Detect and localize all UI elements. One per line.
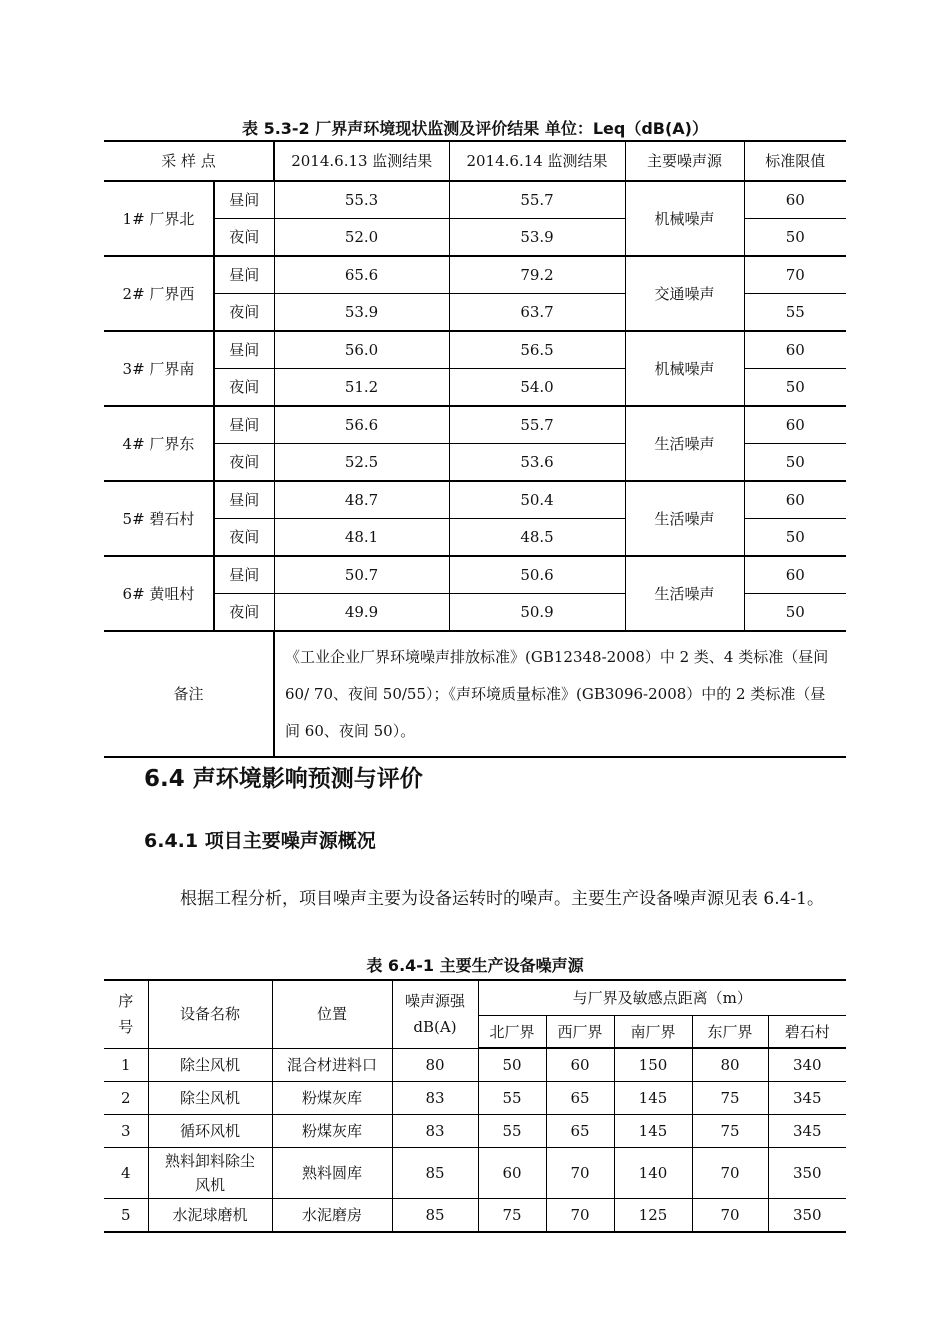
header-bishi-village: 碧石村 [768,1016,846,1049]
result-0613-cell: 51.2 [274,369,449,407]
remark-text: 《工业企业厂界环境噪声排放标准》(GB12348-2008）中 2 类、4 类标准（昼间 60/ 70、夜间 50/55）；《声环境质量标准》(GB3096-2008）中的 2 类标准（昼间 60、夜间 50）。 [274,631,846,757]
equipment-row [104,1115,846,1148]
distance-cell: 60 [478,1148,546,1199]
equipment-location: 水泥磨房 [272,1199,392,1233]
distance-cell: 75 [478,1199,546,1233]
header-equipment: 设备名称 [148,980,272,1048]
site-name: 2# 厂界西 [104,256,214,331]
site-name: 1# 厂界北 [104,181,214,256]
result-0613-cell: 50.7 [274,556,449,594]
noise-level: 83 [392,1115,478,1148]
period-cell: 夜间 [214,444,274,482]
monitoring-row [104,256,846,294]
equipment-location: 粉煤灰库 [272,1082,392,1115]
noise-level: 85 [392,1148,478,1199]
result-0614-cell: 63.7 [449,294,625,332]
monitoring-row [104,556,846,594]
result-0613-cell: 56.6 [274,406,449,444]
distance-cell: 345 [768,1082,846,1115]
row-no: 4 [104,1148,148,1199]
equipment-location: 熟料圆库 [272,1148,392,1199]
header-result-0613: 2014.6.13 监测结果 [274,141,449,181]
standard-limit-cell: 50 [744,219,846,257]
remark-row [104,631,846,757]
result-0614-cell: 56.5 [449,331,625,369]
standard-limit-cell: 60 [744,556,846,594]
standard-limit-cell: 60 [744,331,846,369]
equipment-row [104,1199,846,1233]
distance-cell: 350 [768,1199,846,1233]
monitoring-row [104,481,846,519]
distance-cell: 145 [614,1115,692,1148]
distance-cell: 65 [546,1082,614,1115]
equipment-name: 水泥球磨机 [148,1199,272,1233]
distance-cell: 65 [546,1115,614,1148]
period-cell: 昼间 [214,556,274,594]
distance-cell: 55 [478,1115,546,1148]
table2-header-row [104,980,846,1016]
noise-level: 83 [392,1082,478,1115]
distance-cell: 125 [614,1199,692,1233]
distance-cell: 60 [546,1048,614,1082]
monitoring-row [104,406,846,444]
distance-cell: 80 [692,1048,768,1082]
result-0613-cell: 49.9 [274,594,449,632]
period-cell: 昼间 [214,406,274,444]
header-standard-limit: 标准限值 [744,141,846,181]
row-no: 2 [104,1082,148,1115]
monitoring-row [104,331,846,369]
noise-source-cell: 生活噪声 [625,406,744,481]
noise-level: 85 [392,1199,478,1233]
site-name: 4# 厂界东 [104,406,214,481]
noise-source-cell: 机械噪声 [625,331,744,406]
distance-cell: 70 [692,1199,768,1233]
standard-limit-cell: 50 [744,444,846,482]
header-noise-source: 主要噪声源 [625,141,744,181]
distance-cell: 350 [768,1148,846,1199]
distance-cell: 70 [546,1148,614,1199]
standard-limit-cell: 50 [744,369,846,407]
distance-cell: 70 [692,1148,768,1199]
header-result-0614: 2014.6.14 监测结果 [449,141,625,181]
site-name: 5# 碧石村 [104,481,214,556]
standard-limit-cell: 60 [744,406,846,444]
equipment-row [104,1082,846,1115]
distance-cell: 50 [478,1048,546,1082]
equipment-name: 除尘风机 [148,1048,272,1082]
distance-cell: 150 [614,1048,692,1082]
header-south-boundary: 南厂界 [614,1016,692,1049]
result-0614-cell: 54.0 [449,369,625,407]
distance-cell: 55 [478,1082,546,1115]
noise-source-cell: 交通噪声 [625,256,744,331]
equipment-location: 粉煤灰库 [272,1115,392,1148]
result-0613-cell: 48.7 [274,481,449,519]
standard-limit-cell: 50 [744,594,846,632]
noise-level: 80 [392,1048,478,1082]
monitoring-row [104,181,846,219]
equipment-row [104,1148,846,1199]
table-5-3-2-caption: 表 5.3-2 厂界声环境现状监测及评价结果 单位：Leq（dB(A)） [242,119,708,138]
header-sampling-point: 采 样 点 [104,141,274,181]
standard-limit-cell: 60 [744,481,846,519]
equipment-location: 混合材进料口 [272,1048,392,1082]
noise-source-cell: 机械噪声 [625,181,744,256]
result-0614-cell: 50.4 [449,481,625,519]
distance-cell: 340 [768,1048,846,1082]
remark-label: 备注 [104,631,274,757]
equipment-noise-table [104,979,846,1233]
standard-limit-cell: 60 [744,181,846,219]
result-0614-cell: 48.5 [449,519,625,557]
period-cell: 昼间 [214,256,274,294]
equipment-name: 熟料卸料除尘风机 [148,1148,272,1199]
paragraph-text: 根据工程分析，项目噪声主要为设备运转时的噪声。主要生产设备噪声源见表 6.4-1。 [180,889,824,909]
result-0613-cell: 56.0 [274,331,449,369]
equipment-name: 循环风机 [148,1115,272,1148]
standard-limit-cell: 70 [744,256,846,294]
result-0614-cell: 50.6 [449,556,625,594]
period-cell: 夜间 [214,369,274,407]
body-paragraph [144,880,824,918]
header-no: 序号 [104,980,148,1048]
result-0614-cell: 50.9 [449,594,625,632]
row-no: 1 [104,1048,148,1082]
distance-cell: 145 [614,1082,692,1115]
period-cell: 昼间 [214,481,274,519]
period-cell: 夜间 [214,294,274,332]
distance-cell: 70 [546,1199,614,1233]
noise-monitoring-table [104,140,846,758]
site-name: 6# 黄咀村 [104,556,214,631]
distance-cell: 345 [768,1115,846,1148]
equipment-row [104,1048,846,1082]
result-0614-cell: 79.2 [449,256,625,294]
table-header-row [104,141,846,181]
result-0613-cell: 48.1 [274,519,449,557]
standard-limit-cell: 55 [744,294,846,332]
result-0613-cell: 53.9 [274,294,449,332]
header-north-boundary: 北厂界 [478,1016,546,1049]
header-west-boundary: 西厂界 [546,1016,614,1049]
standard-limit-cell: 50 [744,519,846,557]
equipment-name: 除尘风机 [148,1082,272,1115]
period-cell: 夜间 [214,519,274,557]
distance-cell: 140 [614,1148,692,1199]
period-cell: 夜间 [214,594,274,632]
section-heading-6-4: 6.4 声环境影响预测与评价 [144,766,423,792]
distance-cell: 75 [692,1115,768,1148]
result-0614-cell: 53.6 [449,444,625,482]
header-distance-group: 与厂界及敏感点距离（m） [478,980,846,1016]
result-0613-cell: 52.5 [274,444,449,482]
noise-source-cell: 生活噪声 [625,481,744,556]
period-cell: 昼间 [214,331,274,369]
period-cell: 昼间 [214,181,274,219]
period-cell: 夜间 [214,219,274,257]
noise-source-cell: 生活噪声 [625,556,744,631]
header-noise-level: 噪声源强 dB(A) [392,980,478,1048]
header-east-boundary: 东厂界 [692,1016,768,1049]
row-no: 5 [104,1199,148,1233]
table-6-4-1-caption: 表 6.4-1 主要生产设备噪声源 [366,956,584,975]
section-heading-6-4-1: 6.4.1 项目主要噪声源概况 [144,830,376,852]
row-no: 3 [104,1115,148,1148]
result-0613-cell: 55.3 [274,181,449,219]
site-name: 3# 厂界南 [104,331,214,406]
result-0613-cell: 52.0 [274,219,449,257]
result-0614-cell: 55.7 [449,406,625,444]
header-location: 位置 [272,980,392,1048]
result-0614-cell: 55.7 [449,181,625,219]
result-0614-cell: 53.9 [449,219,625,257]
result-0613-cell: 65.6 [274,256,449,294]
distance-cell: 75 [692,1082,768,1115]
